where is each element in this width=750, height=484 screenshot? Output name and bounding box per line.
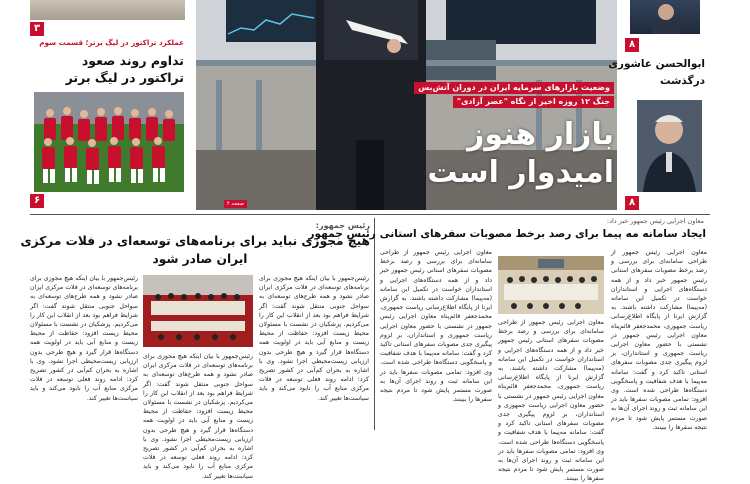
hero-kicker-line2: جنگ ۱۲ روزه اخیر از نگاه "عصر آزادی"	[453, 96, 614, 108]
story-body-col3: رئیس‌جمهور با بیان اینکه هیچ مجوزی برای برنامه‌های توسعه‌ای در فلات مرکزی ایران صادر نشود و همه طرح‌های توسعه‌ای به سواحل جنوبی منتقل شوند گفت: اگر شرایط فراهم بود بعد از انقلاب این کار را می‌کردیم. پزشکیان در نشست با مسئولان محیط زیست افزود: حفاظت از محیط زیست و منابع آبی باید در اولویت همه دستگاه‌ها قرار گیرد و هیچ طرحی بدون ارزیابی زیست‌محیطی اجرا نشود. وی با اشاره به بحران کم‌آبی در کشور تصریح کرد: ادامه روند فعلی توسعه در فلات مرکزی منابع آب را نابود می‌کند و باید سیاست‌ها تغییر کند.	[30, 275, 138, 402]
story-kicker: معاون اجرایی رئیس جمهور خبر داد:	[606, 217, 704, 225]
government-meeting-photo	[143, 275, 253, 347]
obituary-portrait	[637, 100, 702, 192]
story-body-col2: معاون اجرایی رئیس جمهور از طراحی سامانه‌ای برای بررسی و رصد برخط مصوبات سفرهای استانی رئیس جمهور خبر داد و از همه دستگاه‌های اجرایی و استانداران خواست در تکمیل این سامانه (مه‌پیما) مشارکت داشته باشند. به گزارش ایرنا از پایگاه اطلاع‌رسانی ریاست جمهوری، محمدجعفر قائم‌پناه معاون اجرایی رئیس جمهور در نشستی با حضور معاون اجرایی ریاست جمهوری و استانداران، بر لزوم پیگیری جدی مصوبات سفرهای استانی تاکید کرد و گفت: سامانه مه‌پیما با هدف شفافیت و پاسخگویی دستگاه‌ها طراحی شده است. وی افزود: تمامی مصوبات سفرها باید در این سامانه ثبت و روند اجرای آن‌ها به صورت مستمر پایش شود تا مردم نتیجه سفرها را ببینند.	[498, 319, 604, 483]
tractor-headline: تداوم روند صعود تراکتور در لیگ برتر	[65, 53, 184, 85]
football-team-photo	[34, 92, 184, 192]
hero-headline-line1: بازار هنوز	[467, 117, 614, 152]
top-left-photo	[30, 0, 185, 20]
story-headline-line1: هیچ مجوزی نباید برای برنامه‌های توسعه‌ای در فلات مرکزی	[20, 234, 370, 248]
hero-page-ref: صفحه ۴	[224, 200, 247, 208]
vertical-divider	[374, 218, 375, 430]
top-right-photo	[630, 0, 700, 34]
story-number-badge: ۸	[625, 196, 639, 210]
story-body-col1: رئیس‌جمهور با بیان اینکه هیچ مجوزی برای برنامه‌های توسعه‌ای در فلات مرکزی ایران صادر نشود و همه طرح‌های توسعه‌ای به سواحل جنوبی منتقل شوند گفت: اگر شرایط فراهم بود بعد از انقلاب این کار را می‌کردیم. پزشکیان در نشست با مسئولان محیط زیست افزود: حفاظت از محیط زیست و منابع آبی باید در اولویت همه دستگاه‌ها قرار گیرد و هیچ طرحی بدون ارزیابی زیست‌محیطی اجرا نشود. وی با اشاره به بحران کم‌آبی در کشور تصریح کرد: ادامه روند فعلی توسعه در فلات مرکزی منابع آب را نابود می‌کند و باید سیاست‌ها تغییر کند.	[259, 275, 369, 402]
meeting-photo	[498, 256, 604, 314]
obituary-subtitle: درگذشت	[659, 75, 705, 87]
tractor-kicker: عملکرد تراکتور در لیگ برتر؛ قسمت سوم	[39, 38, 184, 47]
horizontal-divider	[30, 214, 710, 215]
hero-kicker-line1: وضعیت بازارهای سرمایه ایران در دوران آتش‌بس	[414, 82, 614, 94]
obituary-name: ابوالحسن عاشوری	[608, 58, 705, 70]
hero-headline-line2: امیدوار است	[427, 155, 614, 190]
story-number-badge: ۶	[30, 194, 44, 208]
story-number-badge: ۸	[625, 38, 639, 52]
story-headline-line2: ایران صادر شود	[152, 252, 248, 266]
story-number-badge: ۳	[30, 22, 44, 36]
story-body-col1: معاون اجرایی رئیس جمهور از طراحی سامانه‌ای برای بررسی و رصد برخط مصوبات سفرهای استانی رئیس جمهور خبر داد و از همه دستگاه‌های اجرایی و استانداران خواست در تکمیل این سامانه (مه‌پیما) مشارکت داشته باشند. به گزارش ایرنا از پایگاه اطلاع‌رسانی ریاست جمهوری، محمدجعفر قائم‌پناه معاون اجرایی رئیس جمهور در نشستی با حضور معاون اجرایی ریاست جمهوری و استانداران، بر لزوم پیگیری جدی مصوبات سفرهای استانی تاکید کرد و گفت: سامانه مه‌پیما با هدف شفافیت و پاسخگویی دستگاه‌ها طراحی شده است. وی افزود: تمامی مصوبات سفرها باید در این سامانه ثبت و روند اجرای آن‌ها به صورت مستمر پایش شود تا مردم نتیجه سفرها را ببینند.	[611, 249, 707, 431]
story-body-col2: رئیس‌جمهور با بیان اینکه هیچ مجوزی برای برنامه‌های توسعه‌ای در فلات مرکزی ایران صادر نشود و همه طرح‌های توسعه‌ای به سواحل جنوبی منتقل شوند گفت: اگر شرایط فراهم بود بعد از انقلاب این کار را می‌کردیم. پزشکیان در نشست با مسئولان محیط زیست افزود: حفاظت از محیط زیست و منابع آبی باید در اولویت همه دستگاه‌ها قرار گیرد و هیچ طرحی بدون ارزیابی زیست‌محیطی اجرا نشود. وی با اشاره به بحران کم‌آبی در کشور تصریح کرد: ادامه روند فعلی توسعه در فلات مرکزی منابع آب را نابود می‌کند و باید سیاست‌ها تغییر کند.	[143, 353, 253, 480]
story-body-col3: معاون اجرایی رئیس جمهور از طراحی سامانه‌ای برای بررسی و رصد برخط مصوبات سفرهای استانی رئیس جمهور خبر داد و از همه دستگاه‌های اجرایی و استانداران خواست در تکمیل این سامانه (مه‌پیما) مشارکت داشته باشند. به گزارش ایرنا از پایگاه اطلاع‌رسانی ریاست جمهوری، محمدجعفر قائم‌پناه معاون اجرایی رئیس جمهور در نشستی با حضور معاون اجرایی ریاست جمهوری و استانداران، بر لزوم پیگیری جدی مصوبات سفرهای استانی تاکید کرد و گفت: سامانه مه‌پیما با هدف شفافیت و پاسخگویی دستگاه‌ها طراحی شده است. وی افزود: تمامی مصوبات سفرها باید در این سامانه ثبت و روند اجرای آن‌ها به صورت مستمر پایش شود تا مردم نتیجه سفرها را ببینند.	[380, 249, 492, 404]
hero-kicker-box	[376, 82, 616, 114]
story-headline: ایجاد سامانه مه پیما برای رصد برخط مصوبات سفرهای استانی رئیس جمهور	[308, 228, 706, 240]
story-kicker: رئیس جمهور:	[315, 221, 370, 230]
